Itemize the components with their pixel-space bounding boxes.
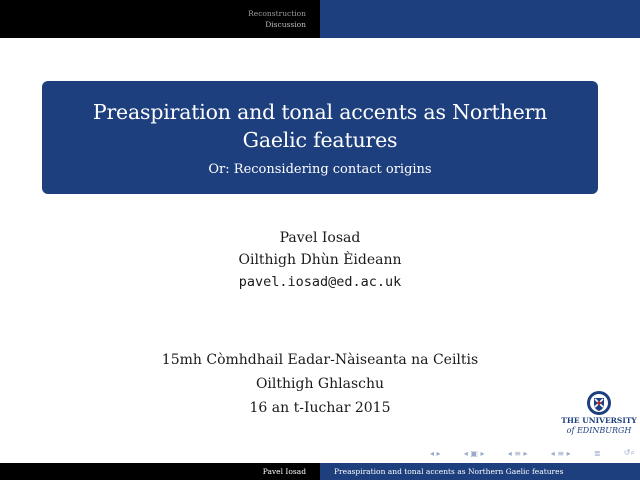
presentation-title: Preaspiration and tonal accents as Northern Gaelic features xyxy=(92,100,548,152)
nav-section-reconstruction[interactable]: Reconstruction xyxy=(248,9,306,18)
author-name: Pavel Iosad xyxy=(279,230,361,246)
footer-author: Pavel Iosad xyxy=(0,463,320,480)
footer-title: Preaspiration and tonal accents as Northern Gaelic features xyxy=(320,463,640,480)
author-email: pavel.iosad@ed.ac.uk xyxy=(238,274,402,290)
headline-bar xyxy=(0,0,640,38)
beamer-navigation-controls xyxy=(430,445,635,461)
author-institution: Oilthigh Dhùn Èideann xyxy=(238,252,402,268)
logo-wordmark xyxy=(561,416,637,436)
prev-subsection-icon[interactable]: ◂ ≡ ▸ xyxy=(507,448,528,458)
next-subsection-icon[interactable]: ◂ ≡ ▸ xyxy=(550,448,571,458)
title-box xyxy=(42,81,598,194)
university-logo xyxy=(560,390,638,448)
align-icon[interactable]: ≣ xyxy=(593,448,601,458)
section-navigation xyxy=(0,0,320,38)
nav-section-discussion[interactable]: Discussion xyxy=(265,20,306,29)
event-venue: Oilthigh Ghlaschu xyxy=(255,376,385,392)
logo-line-2: of EDINBURGH xyxy=(566,426,632,435)
presentation-subtitle: Or: Reconsidering contact origins xyxy=(208,162,432,177)
author-block xyxy=(0,227,640,293)
footline xyxy=(0,463,640,480)
event-name: 15mh Còmhdhail Eadar-Nàiseanta na Ceiltis xyxy=(161,352,479,368)
university-crest-icon xyxy=(586,390,612,416)
logo-line-1: THE UNIVERSITY xyxy=(561,416,637,425)
first-frame-icon[interactable]: ◂ ▸ xyxy=(430,448,441,458)
search-icon[interactable]: ↺⌕ xyxy=(623,448,635,457)
headline-right-bar xyxy=(320,0,640,38)
event-block xyxy=(0,348,640,420)
prev-frame-icon[interactable]: ◂ ▣ ▸ xyxy=(463,448,485,458)
event-date: 16 an t-Iuchar 2015 xyxy=(249,400,391,416)
